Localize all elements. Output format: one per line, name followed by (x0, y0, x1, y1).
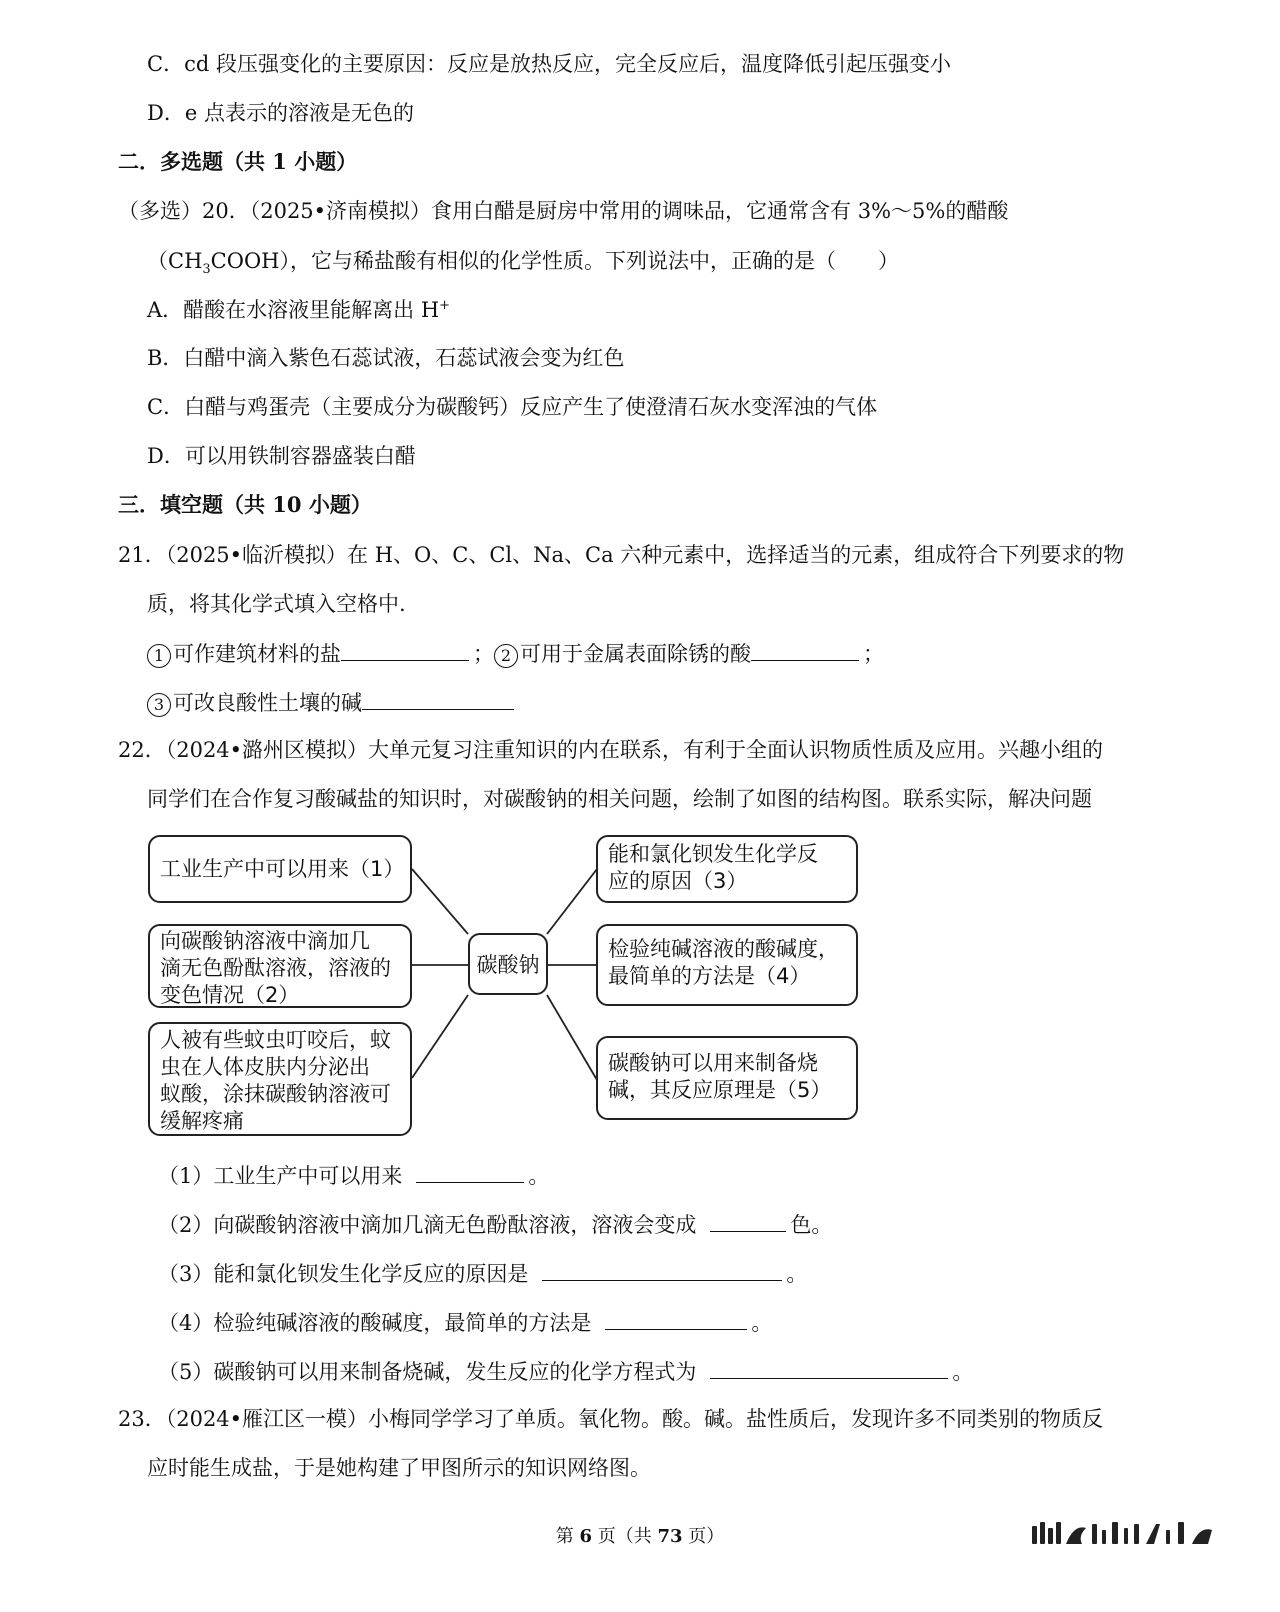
q22-stem-line1: 22．（2024•潞州区模拟）大单元复习注重知识的内在联系，有利于全面认识物质性质及应用。兴趣小组的 (118, 738, 1104, 762)
node-right1-line1: 能和氯化钡发生化学反 (608, 842, 818, 866)
answer-blank-q22-3[interactable] (542, 1258, 782, 1281)
node-right2-line1: 检验纯碱溶液的酸碱度， (608, 937, 839, 961)
q20-option-b: B．白醋中滴入紫色石蕊试液，石蕊试液会变为红色 (147, 346, 625, 370)
footer-prefix: 第 (555, 1526, 574, 1547)
node-left1 (148, 835, 412, 903)
option-c: C．cd 段压强变化的主要原因：反应是放热反应，完全反应后，温度降低引起压强变小 (147, 52, 951, 76)
q21-stem-line2: 质，将其化学式填入空格中. (147, 592, 406, 616)
connector-left1 (412, 869, 468, 934)
node-right3-line1: 碳酸钠可以用来制备烧 (608, 1051, 818, 1075)
q20-option-d: D．可以用铁制容器盛装白醋 (147, 444, 416, 468)
watermark-logo-icon (1030, 1518, 1220, 1552)
q22-sub4 (158, 1307, 772, 1337)
total-pages: 73 (657, 1526, 683, 1547)
node-left3-line2: 虫在人体皮肤内分泌出 (160, 1055, 370, 1079)
node-right3-line2: 碱，其反应原理是（5） (608, 1078, 832, 1102)
answer-blank-q22-2[interactable] (710, 1209, 786, 1232)
q22-sub3-end: 。 (786, 1262, 808, 1286)
answer-blank-q22-4[interactable] (605, 1307, 747, 1330)
node-left2 (148, 924, 412, 1008)
q22-sub5 (158, 1356, 973, 1386)
section-title-multiple-choice: 二．多选题（共 1 小题） (118, 149, 358, 174)
q20-formula-sub: 3 (202, 262, 211, 278)
node-right2-line2: 最简单的方法是（4） (608, 964, 811, 988)
q22-sub5-text: （5）碳酸钠可以用来制备烧碱，发生反应的化学方程式为 (158, 1360, 697, 1384)
option-d: D．e 点表示的溶液是无色的 (147, 101, 414, 125)
q22-sub3 (158, 1258, 807, 1288)
node-left3-line4: 缓解疼痛 (160, 1109, 244, 1133)
page-number: 6 (579, 1526, 592, 1547)
separator: ； (473, 642, 494, 666)
footer-suffix: 页） (688, 1526, 725, 1547)
node-left2-line3: 变色情况（2） (160, 983, 300, 1007)
q22-sub2-end: 色。 (790, 1213, 833, 1237)
center-node-label: 碳酸钠 (476, 953, 540, 977)
q21-prompt-1: 可作建筑材料的盐 (173, 642, 341, 666)
node-left3-line3: 蚁酸，涂抹碳酸钠溶液可 (160, 1082, 391, 1106)
q22-sub4-end: 。 (751, 1311, 773, 1335)
q22-sub3-text: （3）能和氯化钡发生化学反应的原因是 (158, 1262, 529, 1286)
circled-number-1: 1 (147, 644, 171, 668)
node-left2-line1: 向碳酸钠溶液中滴加几 (160, 929, 370, 953)
q20-formula-a: （CH (147, 249, 203, 273)
q22-sub1 (158, 1160, 549, 1190)
node-left3-line1: 人被有些蚊虫叮咬后，蚊 (160, 1028, 391, 1052)
q22-sub4-text: （4）检验纯碱溶液的酸碱度，最简单的方法是 (158, 1311, 592, 1335)
circled-number-3: 3 (147, 693, 171, 717)
connector-right1 (547, 869, 597, 934)
q22-sub5-end: 。 (952, 1360, 974, 1384)
q21-stem-line1: 21．（2025•临沂模拟）在 H、O、C、Cl、Na、Ca 六种元素中，选择适当的元素，组成符合下列要求的物 (118, 543, 1125, 567)
section-title-fill-blank: 三．填空题（共 10 小题） (118, 492, 372, 517)
separator: ； (863, 642, 884, 666)
node-left1-text: 工业生产中可以用来（1） (160, 856, 405, 881)
q23-stem-line2: 应时能生成盐，于是她构建了甲图所示的知识网络图。 (147, 1456, 651, 1480)
answer-blank-q22-5[interactable] (710, 1356, 948, 1379)
node-right2 (596, 924, 858, 1006)
q20-formula-b: COOH），它与稀盐酸有相似的化学性质。下列说法中，正确的是（ ） (210, 249, 899, 273)
node-left2-line2: 滴无色酚酞溶液，溶液的 (160, 956, 391, 980)
connector-right3 (547, 995, 597, 1080)
q22-sub1-text: （1）工业生产中可以用来 (158, 1164, 403, 1188)
connector-left3 (412, 995, 468, 1078)
node-right1 (596, 835, 858, 903)
q21-prompt-2: 可用于金属表面除锈的酸 (520, 642, 751, 666)
q20-option-a-sup: + (439, 298, 451, 313)
answer-blank-q22-1[interactable] (416, 1160, 524, 1183)
footer-middle: 页（共 (597, 1526, 652, 1547)
q23-stem-line1: 23．（2024•雁江区一模）小梅同学学习了单质。氧化物。酸。碱。盐性质后，发现许多不同类别的物质反 (118, 1407, 1104, 1431)
q22-sub2 (158, 1209, 832, 1239)
q22-stem-line2: 同学们在合作复习酸碱盐的知识时，对碳酸钠的相关问题，绘制了如图的结构图。联系实际，解决问题 (147, 787, 1092, 811)
q20-option-a-text: A．醋酸在水溶液里能解离出 H (147, 298, 440, 322)
q20-option-c: C．白醋与鸡蛋壳（主要成分为碳酸钙）反应产生了使澄清石灰水变浑浊的气体 (147, 395, 878, 419)
node-right3 (596, 1036, 858, 1120)
circled-number-2: 2 (494, 644, 518, 668)
q22-sub2-text: （2）向碳酸钠溶液中滴加几滴无色酚酞溶液，溶液会变成 (158, 1213, 697, 1237)
center-node (468, 933, 548, 995)
q21-prompt-3: 可改良酸性土壤的碱 (173, 691, 362, 715)
node-right1-line2: 应的原因（3） (608, 869, 748, 893)
q20-stem-line1: （多选）20．（2025•济南模拟）食用白醋是厨房中常用的调味品，它通常含有 3%～5%的醋酸 (118, 199, 1009, 223)
q22-sub1-end: 。 (528, 1164, 550, 1188)
node-left3 (148, 1022, 412, 1136)
